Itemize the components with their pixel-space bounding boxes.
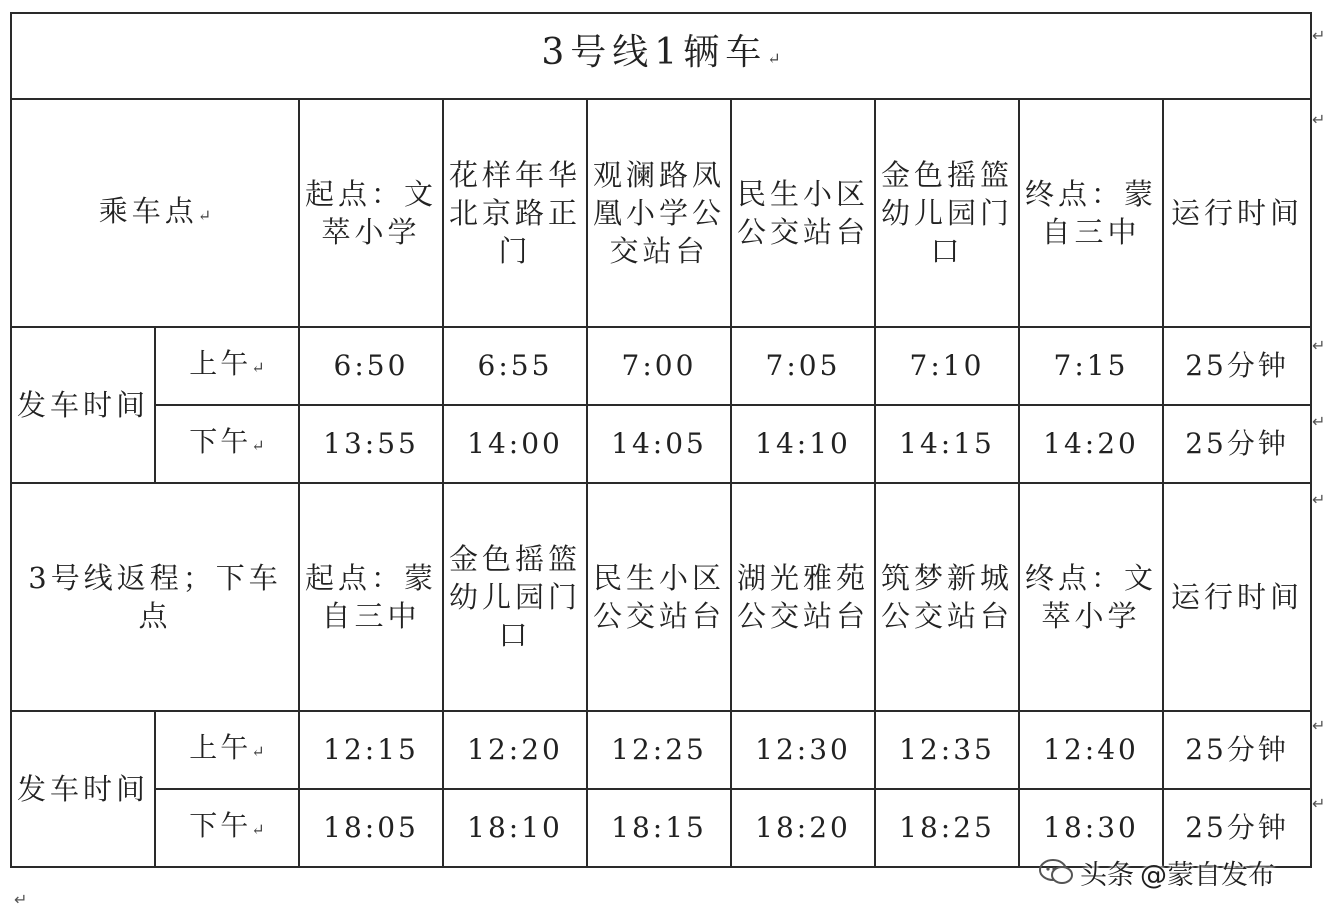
outbound-stop: 观澜路凤凰小学公交站台 xyxy=(587,99,731,327)
watermark xyxy=(1038,848,1275,896)
runtime-cell: 25分钟 xyxy=(1163,711,1311,789)
outbound-stop: 起点：文萃小学 xyxy=(299,99,443,327)
departure-time-cell: 14:00 xyxy=(443,405,587,483)
watermark-prefix: 头条 xyxy=(1080,859,1134,891)
period-label: 下午↵ xyxy=(155,789,299,867)
departure-time-cell: 18:30 xyxy=(1019,789,1163,867)
departure-time-cell: 12:20 xyxy=(443,711,587,789)
return-stop: 筑梦新城公交站台 xyxy=(875,483,1019,711)
runtime-header: 运行时间 xyxy=(1163,483,1311,711)
departure-time-cell: 6:50 xyxy=(299,327,443,405)
paragraph-mark: ↵ xyxy=(1312,110,1325,129)
departure-time-cell: 12:15 xyxy=(299,711,443,789)
boarding-point-header: 乘车点↵ xyxy=(11,99,299,327)
outbound-stop: 民生小区公交站台 xyxy=(731,99,875,327)
paragraph-mark: ↵ xyxy=(1312,336,1325,355)
departure-time-cell: 7:15 xyxy=(1019,327,1163,405)
departure-time-cell: 14:15 xyxy=(875,405,1019,483)
return-stop: 起点：蒙自三中 xyxy=(299,483,443,711)
return-stop: 终点：文萃小学 xyxy=(1019,483,1163,711)
paragraph-mark: ↵ xyxy=(1312,716,1325,735)
return-stop: 民生小区公交站台 xyxy=(587,483,731,711)
return-stop: 金色摇篮幼儿园门口 xyxy=(443,483,587,711)
departure-time-cell: 7:10 xyxy=(875,327,1019,405)
period-label: 上午↵ xyxy=(155,327,299,405)
bus-schedule-table xyxy=(10,12,1312,868)
departure-time-cell: 18:20 xyxy=(731,789,875,867)
outbound-stop: 金色摇篮幼儿园门口 xyxy=(875,99,1019,327)
outbound-stop: 花样年华北京路正门 xyxy=(443,99,587,327)
outbound-stop: 终点：蒙自三中 xyxy=(1019,99,1163,327)
table-title: 3号线1辆车↵ xyxy=(11,13,1311,99)
departure-time-cell: 18:15 xyxy=(587,789,731,867)
paragraph-mark: ↵ xyxy=(14,890,28,909)
paragraph-mark: ↵ xyxy=(1312,794,1325,813)
departure-time-cell: 12:40 xyxy=(1019,711,1163,789)
period-label: 上午↵ xyxy=(155,711,299,789)
paragraph-mark: ↵ xyxy=(1312,412,1325,431)
departure-time-cell: 18:05 xyxy=(299,789,443,867)
period-label: 下午↵ xyxy=(155,405,299,483)
paragraph-mark: ↵ xyxy=(1312,26,1325,45)
departure-time-cell: 18:10 xyxy=(443,789,587,867)
departure-time-label: 发车时间 xyxy=(11,711,155,867)
departure-time-cell: 13:55 xyxy=(299,405,443,483)
runtime-cell: 25分钟 xyxy=(1163,789,1311,867)
departure-time-cell: 7:00 xyxy=(587,327,731,405)
runtime-cell: 25分钟 xyxy=(1163,327,1311,405)
departure-time-cell: 14:20 xyxy=(1019,405,1163,483)
departure-time-cell: 14:05 xyxy=(587,405,731,483)
chat-bubble-icon xyxy=(1038,857,1074,887)
watermark-handle: @蒙自发布 xyxy=(1140,859,1275,891)
departure-time-cell: 14:10 xyxy=(731,405,875,483)
departure-time-cell: 6:55 xyxy=(443,327,587,405)
departure-time-cell: 12:25 xyxy=(587,711,731,789)
departure-time-cell: 12:35 xyxy=(875,711,1019,789)
departure-time-cell: 18:25 xyxy=(875,789,1019,867)
return-stop: 湖光雅苑公交站台 xyxy=(731,483,875,711)
departure-time-cell: 7:05 xyxy=(731,327,875,405)
return-alighting-header: 3号线返程；下车点 xyxy=(11,483,299,711)
runtime-cell: 25分钟 xyxy=(1163,405,1311,483)
departure-time-cell: 12:30 xyxy=(731,711,875,789)
paragraph-mark: ↵ xyxy=(1312,490,1325,509)
departure-time-label: 发车时间 xyxy=(11,327,155,483)
runtime-header: 运行时间 xyxy=(1163,99,1311,327)
